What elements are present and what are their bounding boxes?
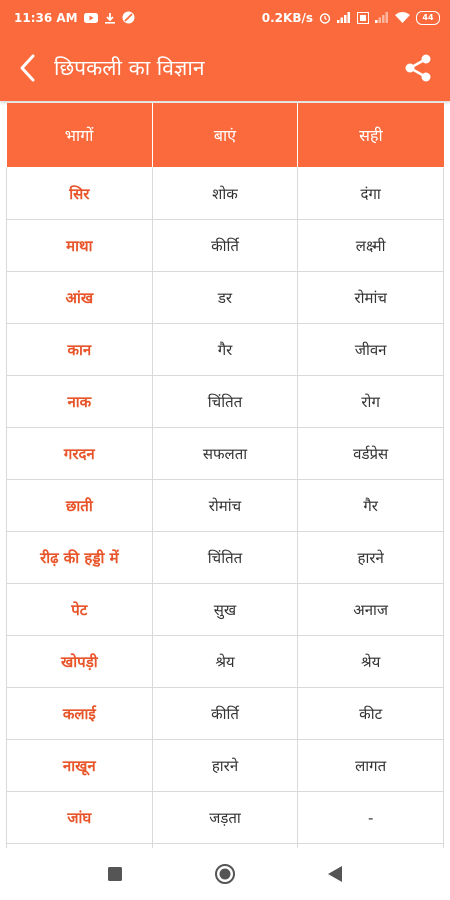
app-bar [0,35,450,101]
table-header-row [7,103,444,168]
blocked-icon [122,11,135,24]
cell-right: लागत [298,740,444,792]
volte-icon [357,12,369,24]
share-button[interactable] [394,35,442,101]
cell-part: रीढ़ की हड्डी में [7,532,153,584]
cell-part: आंख [7,272,153,324]
cell-right: जीवन [298,324,444,376]
table-container[interactable] [6,103,444,848]
cell-right: लक्ष्मी [298,220,444,272]
cell-part: खोपड़ी [7,636,153,688]
cell-part: नाक [7,376,153,428]
table-row [7,376,444,428]
cell-left: कीर्ति [152,688,298,740]
signal-weak-icon [375,12,389,23]
cell-left: हारने [152,740,298,792]
download-icon [104,12,116,24]
circle-icon [214,863,236,885]
table-row [7,688,444,740]
cell-part: नाखून [7,740,153,792]
cell-part: पेट [7,584,153,636]
back-button[interactable] [4,35,52,101]
cell-part: सिर [7,168,153,220]
recents-button[interactable] [95,854,135,894]
square-icon [108,867,122,881]
cell-left: गैर [152,324,298,376]
table-row [7,428,444,480]
signal-icon [337,12,351,23]
cell-left: जड़ता [152,792,298,844]
table-row [7,532,444,584]
cell-right: हारने [298,532,444,584]
cell-right: रोग [298,376,444,428]
chevron-left-icon [18,53,38,83]
header-part: भागों [7,103,153,168]
cell-left: रोमांच [152,480,298,532]
table-row [7,168,444,220]
cell-left: शोक [152,168,298,220]
nav-back-button[interactable] [315,854,355,894]
cell-part: माथा [7,220,153,272]
cell-left: कीर्ति [152,220,298,272]
status-time: 11:36 AM [14,10,78,25]
cell-left: सुख [152,584,298,636]
cell-right: - [298,792,444,844]
table-row [7,740,444,792]
table-row [7,220,444,272]
system-nav-bar [0,848,450,900]
cell-left: चिंतित [152,532,298,584]
table-row [7,792,444,844]
network-speed: 0.2KB/s [261,10,313,25]
home-button[interactable] [205,854,245,894]
status-bar [0,0,450,35]
cell-part: कलाई [7,688,153,740]
cell-part: छाती [7,480,153,532]
cell-part: जांघ [7,792,153,844]
cell-right: गैर [298,480,444,532]
cell-left: चिंतित [152,376,298,428]
table-row [7,480,444,532]
header-right: सही [298,103,444,168]
cell-right: अनाज [298,584,444,636]
cell-right: कीट [298,688,444,740]
table-row [7,636,444,688]
cell-left: सफलता [152,428,298,480]
cell-right: दंगा [298,168,444,220]
cell-left: श्रेय [152,636,298,688]
cell-part: गरदन [7,428,153,480]
table-row [7,272,444,324]
share-icon [402,52,434,84]
table-row [7,324,444,376]
youtube-icon [84,13,98,23]
alarm-icon [319,12,331,24]
cell-left: डर [152,272,298,324]
cell-part: कान [7,324,153,376]
triangle-left-icon [328,866,342,882]
status-right [262,11,440,25]
cell-right: रोमांच [298,272,444,324]
body-part-table [6,103,444,896]
table-row [7,584,444,636]
header-left: बाएं [152,103,298,168]
wifi-icon [395,12,410,23]
status-left [14,11,135,25]
page-title: छिपकली का विज्ञान [54,56,205,80]
cell-right: श्रेय [298,636,444,688]
battery-icon: 44 [416,11,440,25]
cell-right: वर्डप्रेस [298,428,444,480]
